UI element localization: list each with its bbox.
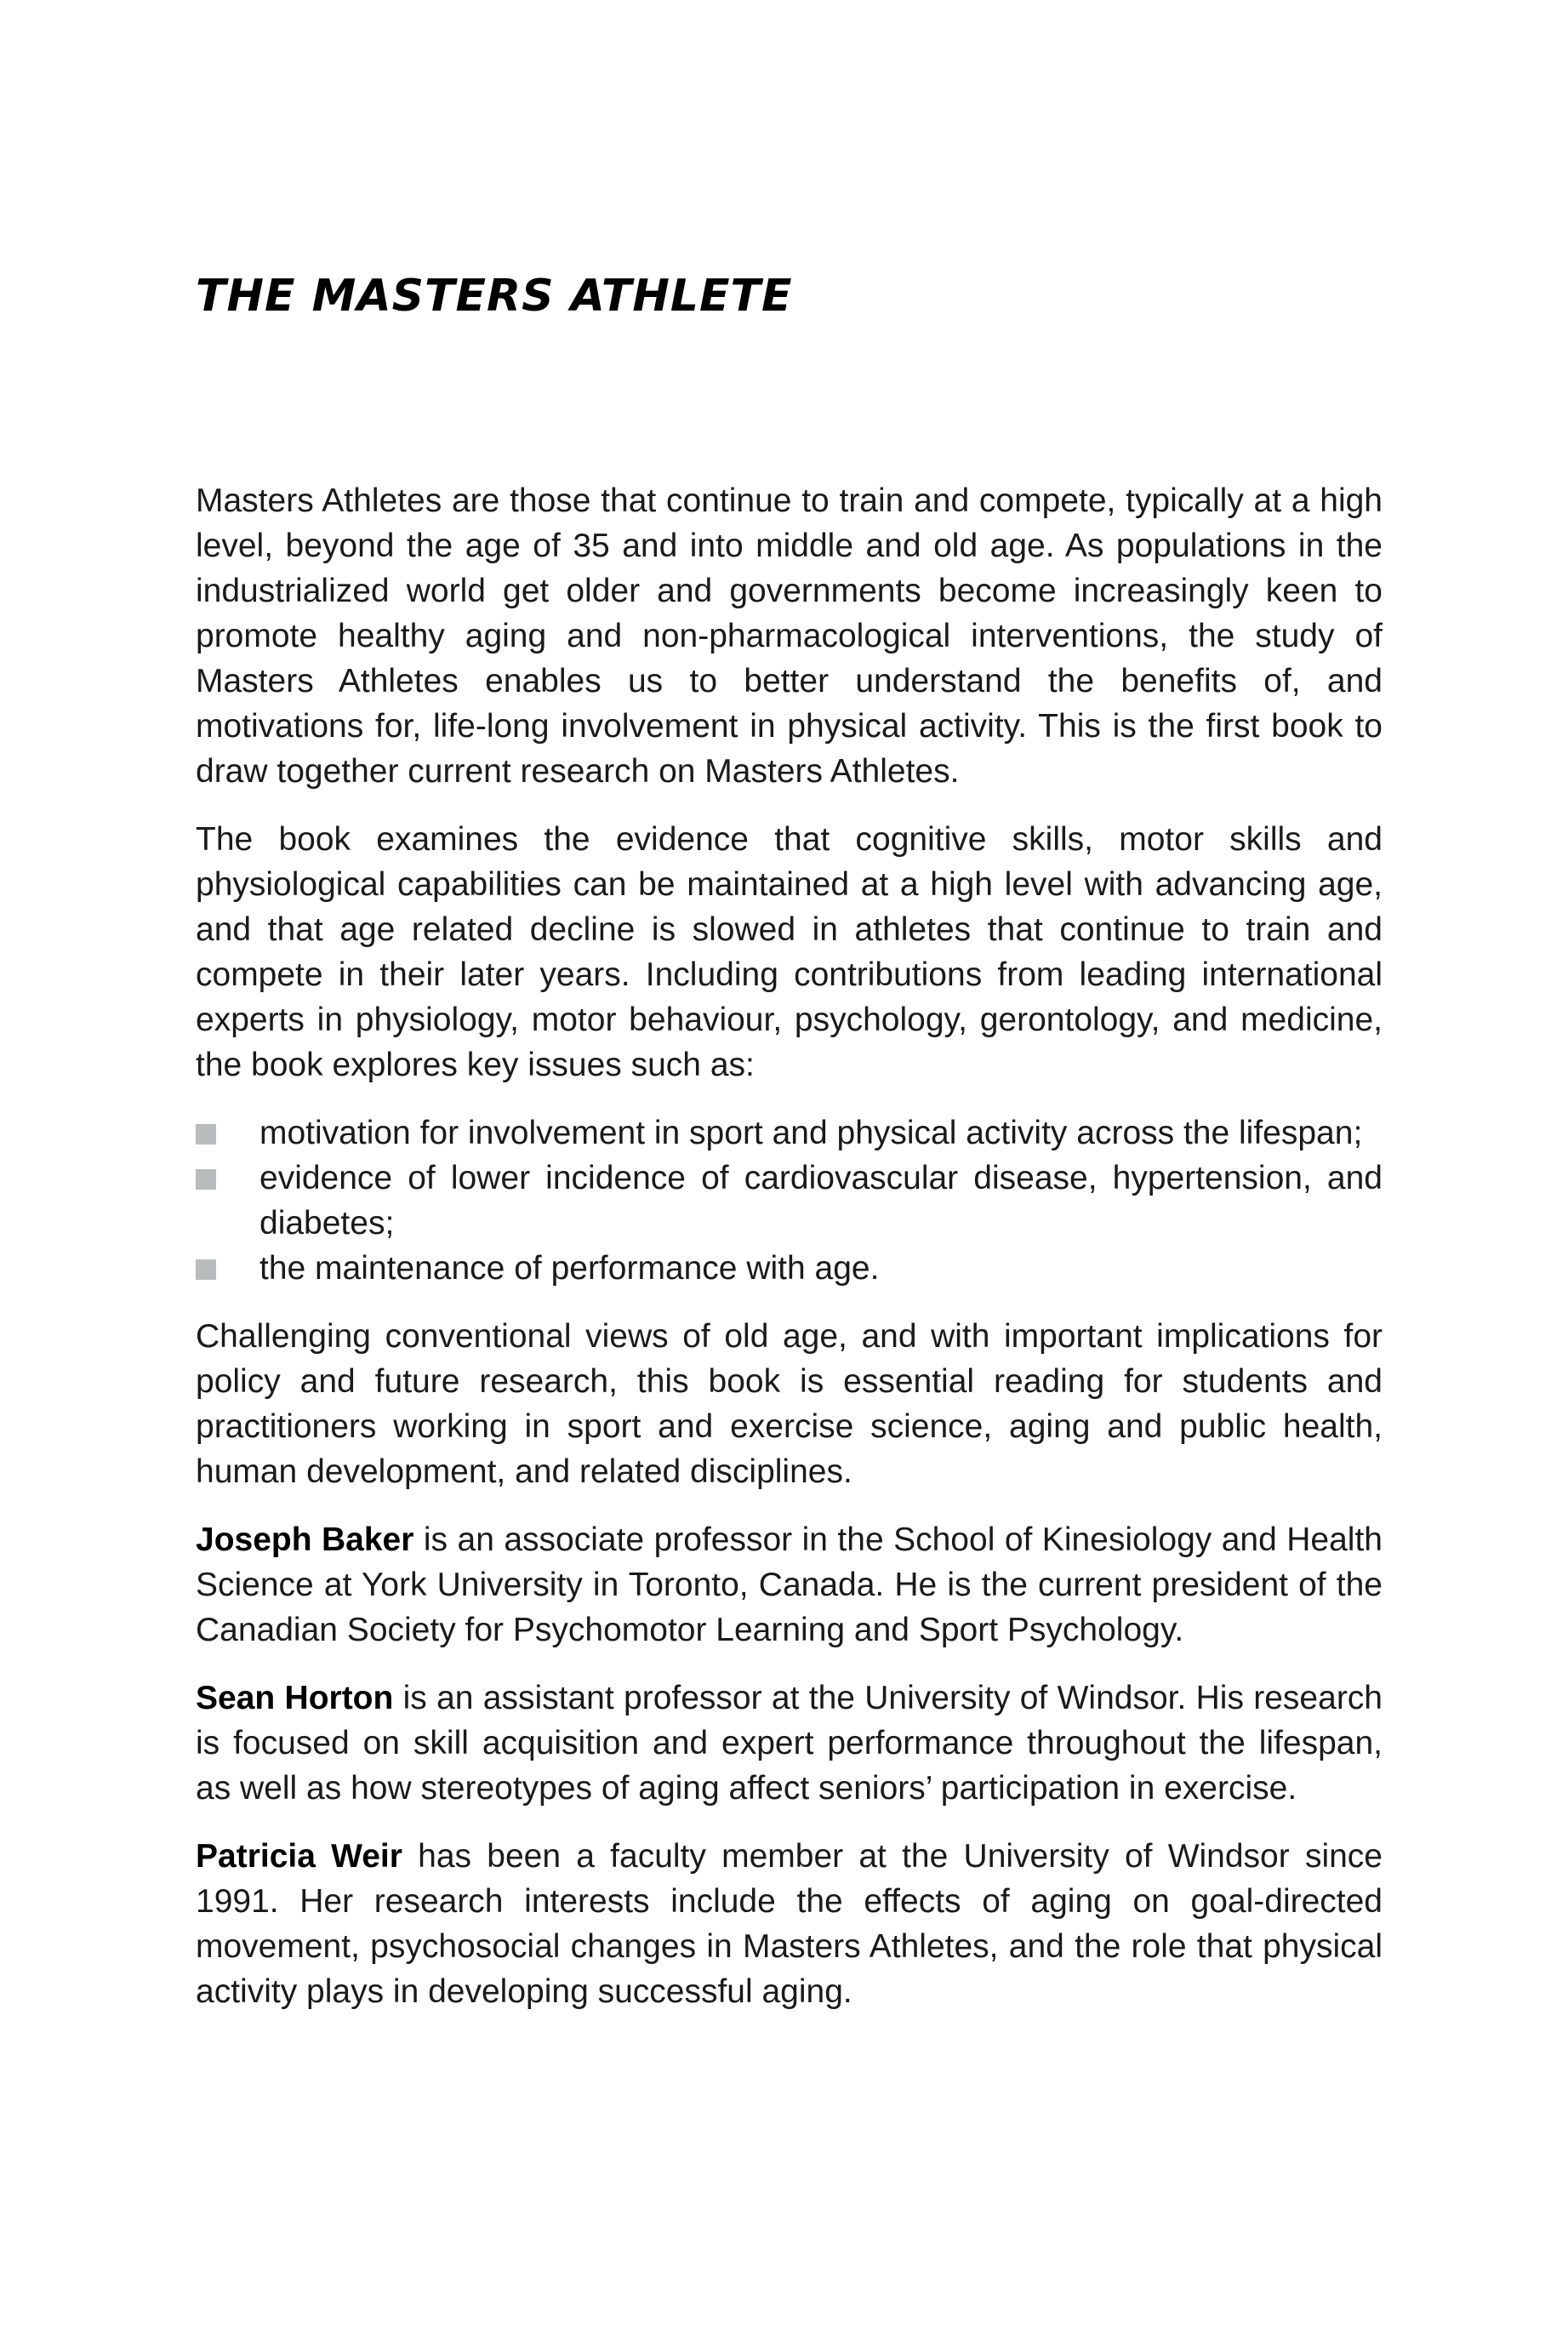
examines-paragraph: The book examines the evidence that cognitive skills, motor skills and physiological capabilities can be maintained at a high level with advancing age, and that age related decline is slowed in athletes that continue to train and compete in their later years. Including contributions from leading international experts in physiology, motor behaviour, psychology, gerontology, and medicine, the book explores key issues such as: <box>196 821 1383 1083</box>
square-bullet-icon <box>196 1124 216 1145</box>
list-item <box>196 1110 1383 1156</box>
conclusion-paragraph: Challenging conventional views of old age, and with important implications for policy and future research, this book is essential reading for students and practitioners working in sport and exercise science, aging and public health, human development, and related disciplines. <box>196 1318 1383 1490</box>
list-item <box>196 1156 1383 1246</box>
list-item-text: motivation for involvement in sport and physical activity across the lifespan; <box>259 1115 1363 1151</box>
list-item <box>196 1246 1383 1291</box>
author-name: Sean Horton <box>196 1680 394 1716</box>
author-bio-baker <box>196 1517 1383 1653</box>
intro-paragraph: Masters Athletes are those that continue to train and compete, typically at a high level, beyond the age of 35 and into middle and old age. As populations in the industrialized world get older and governments become increasingly keen to promote healthy aging and non-pharmacological interventions, the study of Masters Athletes enables us to better understand the benefits of, and motivations for, life-long involvement in physical activity. This is the first book to draw together current research on Masters Athletes. <box>196 482 1383 790</box>
author-bio-horton <box>196 1676 1383 1811</box>
author-name: Patricia Weir <box>196 1838 402 1875</box>
author-bio-text: is an assistant professor at the University of Windsor. His research is focused on skill acquisition and expert performance throughout the lifespan, as well as how stereotypes of aging affect seniors’ participation in exercise. <box>196 1680 1383 1807</box>
list-item-text: the maintenance of performance with age. <box>259 1250 880 1287</box>
list-item-text: evidence of lower incidence of cardiovascular disease, hypertension, and diabetes; <box>259 1160 1383 1242</box>
square-bullet-icon <box>196 1259 216 1280</box>
book-title: THE MASTERS ATHLETE <box>196 271 793 322</box>
author-bio-text: is an associate professor in the School of Kinesiology and Health Science at York University in Toronto, Canada. He is the current president of the Canadian Society for Psychomotor Learning and Sport Psychology. <box>196 1521 1383 1648</box>
author-bio-text: has been a faculty member at the University of Windsor since 1991. Her research interests include the effects of aging on goal-directed movement, psychosocial changes in Masters Athletes, and the role that physical activity plays in developing successful aging. <box>196 1838 1383 2010</box>
author-bio-weir <box>196 1834 1383 2014</box>
author-name: Joseph Baker <box>196 1521 414 1558</box>
blurb-body <box>196 478 1383 2037</box>
key-issues-list <box>196 1110 1383 1291</box>
square-bullet-icon <box>196 1169 216 1190</box>
